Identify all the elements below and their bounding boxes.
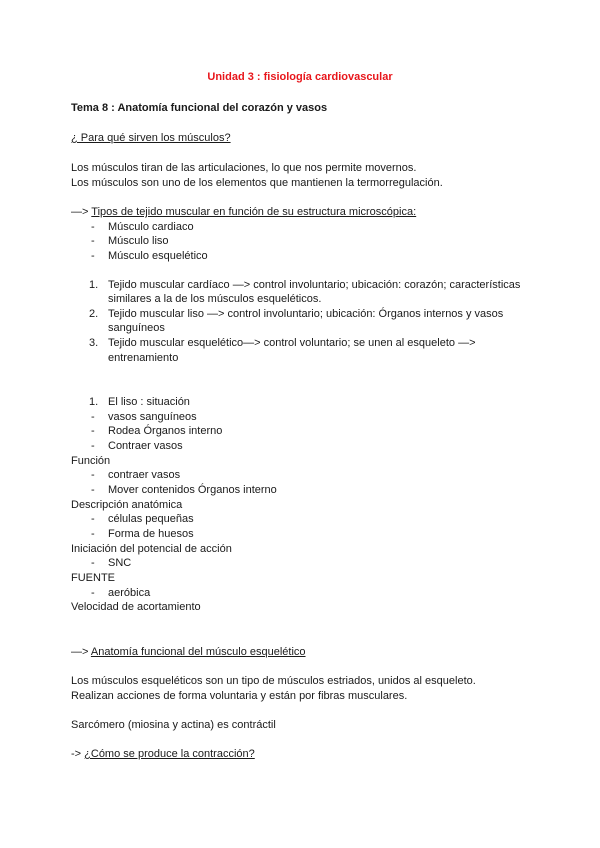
unit-title: Unidad 3 : fisiología cardiovascular xyxy=(207,71,393,83)
item-text-continued: sanguíneos xyxy=(108,322,165,334)
anatomia-heading-line xyxy=(71,645,306,659)
paragraph-line: Los músculos esqueléticos son un tipo de músculos estriados, unidos al esqueleto. xyxy=(71,675,476,687)
bullet-dash: - xyxy=(91,235,95,247)
bullet-dash: - xyxy=(91,513,95,525)
item-text: Tejido muscular liso —> control involuntario; ubicación: Órganos internos y vasos xyxy=(108,308,504,320)
arrow-marker: —> xyxy=(71,646,89,658)
tipos-heading-line xyxy=(71,205,416,219)
arrow-marker: —> xyxy=(71,206,89,218)
section-label: Función xyxy=(71,455,111,467)
list-item-text: Forma de huesos xyxy=(108,528,194,540)
item-number: 2. xyxy=(89,308,99,320)
bullet-dash: - xyxy=(91,411,95,423)
contraction-question: ¿Cómo se produce la contracción? xyxy=(84,748,255,760)
contraction-question-line xyxy=(71,747,255,761)
paragraph-line: Realizan acciones de forma voluntaria y están por fibras musculares. xyxy=(71,690,408,702)
section-label: Descripción anatómica xyxy=(71,499,183,511)
bullet-dash: - xyxy=(91,484,95,496)
list-item-text: Músculo liso xyxy=(108,235,169,247)
list-item-text: aeróbica xyxy=(108,587,151,599)
topic-heading: Tema 8 : Anatomía funcional del corazón y vasos xyxy=(71,102,328,114)
list-item-text: Mover contenidos Órganos interno xyxy=(108,484,277,496)
item-number: 1. xyxy=(89,279,99,291)
list-item-text: vasos sanguíneos xyxy=(108,411,197,423)
bullet-dash: - xyxy=(91,425,95,437)
intro-line: Los músculos son uno de los elementos que mantienen la termorregulación. xyxy=(71,177,443,189)
item-number: 3. xyxy=(89,337,99,349)
list-item-text: Músculo esquelético xyxy=(108,250,208,262)
section-label: Velocidad de acortamiento xyxy=(71,601,201,613)
list-item-text: SNC xyxy=(108,557,132,569)
bullet-dash: - xyxy=(91,469,95,481)
bullet-dash: - xyxy=(91,221,95,233)
item-text: El liso : situación xyxy=(108,396,190,408)
item-text-continued: entrenamiento xyxy=(108,352,179,364)
item-number: 1. xyxy=(89,396,99,408)
intro-line: Los músculos tiran de las articulaciones, lo que nos permite movernos. xyxy=(71,162,417,174)
bullet-dash: - xyxy=(91,440,95,452)
item-text-continued: similares a la de los músculos esqueléticos. xyxy=(108,293,322,305)
sarcomero-text: Sarcómero (miosina y actina) es contráctil xyxy=(71,719,276,731)
item-text: Tejido muscular cardíaco —> control involuntario; ubicación: corazón; características xyxy=(108,279,521,291)
list-item-text: Contraer vasos xyxy=(108,440,183,452)
bullet-dash: - xyxy=(91,557,95,569)
question-muscles: ¿ Para qué sirven los músculos? xyxy=(71,132,231,144)
bullet-dash: - xyxy=(91,587,95,599)
bullet-dash: - xyxy=(91,250,95,262)
section-label: FUENTE xyxy=(71,572,115,584)
arrow-marker: -> xyxy=(71,748,82,760)
item-text: Tejido muscular esquelético—> control voluntario; se unen al esqueleto —> xyxy=(108,337,476,349)
anatomia-heading: Anatomía funcional del músculo esquelético xyxy=(90,646,306,658)
list-item-text: Rodea Órganos interno xyxy=(108,425,223,437)
section-label: Iniciación del potencial de acción xyxy=(71,543,232,555)
list-item-text: células pequeñas xyxy=(108,513,194,525)
tipos-heading: Tipos de tejido muscular en función de su estructura microscópica: xyxy=(91,206,417,218)
bullet-dash: - xyxy=(91,528,95,540)
list-item-text: contraer vasos xyxy=(108,469,181,481)
list-item-text: Músculo cardiaco xyxy=(108,221,194,233)
